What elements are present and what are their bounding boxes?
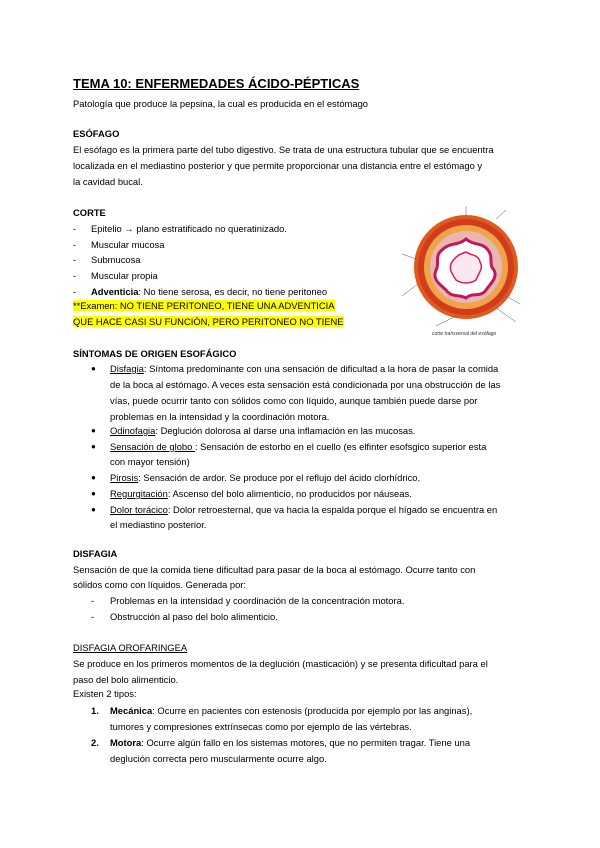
list-number: 1.: [91, 705, 99, 716]
list-item-text: Epitelio → plano estratificado no queratinizado.: [91, 223, 287, 234]
definition: : Ascenso del bolo alimenticio, no producidos por náuseas.: [167, 488, 412, 499]
term: Pirosis: [110, 472, 139, 483]
list-item: -: [91, 611, 95, 622]
bullet-icon: ●: [91, 442, 96, 451]
section-heading-esofago: ESÓFAGO: [73, 128, 120, 139]
list-item: -: [73, 239, 77, 250]
paragraph-line: Sensación de que la comida tiene dificultad para pasar de la boca al estómago. Ocurre tanto con: [73, 564, 476, 575]
section-heading-sintomas: SÍNTOMAS DE ORIGEN ESOFÁGICO: [73, 348, 237, 359]
term: Mecánica: [110, 705, 153, 716]
list-item: [110, 703, 472, 719]
list-item-text: Problemas en la intensidad y coordinación de la concentración motora.: [110, 595, 405, 606]
bullet-icon: ●: [91, 489, 96, 498]
page-subtitle: Patología que produce la pepsina, la cual es producida en el estómago: [73, 98, 368, 109]
bullet-icon: ●: [91, 473, 96, 482]
list-item: -: [73, 286, 77, 297]
list-item-text: Muscular propia: [91, 270, 158, 281]
page-title: TEMA 10: ENFERMEDADES ÁCIDO-PÉPTICAS: [73, 76, 360, 91]
definition: : Ocurre en pacientes con estenosis (producida por ejemplo por las anginas),: [152, 705, 473, 716]
list-item-continuation: de la boca al estómago. A veces esta sensación está condicionada por una obstrucción de las: [110, 379, 501, 390]
list-number: 2.: [91, 737, 99, 748]
list-item-text: Muscular mucosa: [91, 239, 165, 250]
exam-note-line: [73, 314, 344, 330]
figure-caption: corte transversal del esófago: [432, 331, 497, 337]
list-item: [110, 502, 497, 518]
bullet-icon: ●: [91, 505, 96, 514]
list-item-continuation: deglución correcta pero muscularmente ocurre algo.: [110, 753, 327, 764]
exam-note-line: [73, 298, 335, 314]
list-item-continuation: vías, puede ocurrir tanto con sólidos como con líquido, aunque también puede darse por: [110, 395, 478, 406]
list-item-continuation: tumores y compresiones extrínsecas como por ejemplo de las vértebras.: [110, 721, 412, 732]
paragraph-line: paso del bolo alimenticio.: [73, 674, 179, 685]
definition: : No tiene serosa, es decir, no tiene peritoneo: [138, 286, 328, 297]
paragraph-line: Se produce en los primeros momentos de la deglución (masticación) y se presenta dificultad para el: [73, 658, 488, 669]
list-item-continuation: el mediastino posterior.: [110, 519, 207, 530]
list-item: [110, 439, 486, 455]
paragraph-line: El esófago es la primera parte del tubo digestivo. Se trata de una estructura tubular que se encuentra: [73, 144, 494, 155]
definition: : Sensación de estorbo en el cuello (es elfinter esofsgico superior esta: [194, 441, 487, 452]
list-item: [110, 470, 420, 486]
list-item: [110, 735, 470, 751]
section-heading-orofaringea: DISFAGIA OROFARINGEA: [73, 642, 188, 653]
term: Sensación de globo: [110, 441, 195, 452]
list-item: [110, 486, 412, 502]
term: Adventicia: [91, 286, 139, 297]
list-item: -: [73, 254, 77, 265]
definition: : Sensación de ardor. Se produce por el reflujo del ácido clorhídrico.: [138, 472, 421, 483]
term: Regurgitación: [110, 488, 168, 499]
list-item: -: [73, 223, 77, 234]
exam-note-highlight: QUE HACE CASI SU FUNCIÓN, PERO PERITONEO NO TIENE: [73, 316, 344, 327]
list-item: [110, 361, 498, 377]
section-heading-disfagia: DISFAGIA: [73, 548, 118, 559]
bullet-icon: ●: [91, 426, 96, 435]
list-item: -: [91, 595, 95, 606]
list-item-continuation: problemas en la intensidad y la coordinación motora.: [110, 411, 330, 422]
bullet-icon: ●: [91, 364, 96, 373]
paragraph-line: la cavidad bucal.: [73, 176, 143, 187]
exam-note-highlight: **Examen: NO TIENE PERITONEO, TIENE UNA ADVENTICIA: [73, 300, 335, 311]
section-heading-corte: CORTE: [73, 207, 106, 218]
paragraph-line: localizada en el mediastino posterior y que permite proporcionar una distancia entre el estómago y: [73, 160, 483, 171]
list-item-continuation: con mayor tensión): [110, 456, 190, 467]
paragraph-line: Existen 2 tipos:: [73, 688, 137, 699]
list-item: -: [73, 270, 77, 281]
definition: : Síntoma predominante con una sensación de dificultad a la hora de pasar la comida: [143, 363, 499, 374]
term: Odinofagia: [110, 425, 156, 436]
term: Dolor torácico: [110, 504, 168, 515]
definition: : Deglución dolorosa al darse una inflamación en las mucosas.: [155, 425, 416, 436]
list-item-text: Obstrucción al paso del bolo alimenticio.: [110, 611, 278, 622]
term: Motora: [110, 737, 142, 748]
esophagus-cross-section-figure: [396, 204, 542, 336]
term: Disfagia: [110, 363, 144, 374]
list-item-text: Submucosa: [91, 254, 141, 265]
list-item: [110, 423, 415, 439]
paragraph-line: sólidos como con líquidos. Generada por:: [73, 579, 247, 590]
definition: : Ocurre algún fallo en los sistemas motores, que no permiten tragar. Tiene una: [141, 737, 471, 748]
definition: : Dolor retroesternal, que va hacia la espalda porque el hígado se encuentra en: [167, 504, 498, 515]
